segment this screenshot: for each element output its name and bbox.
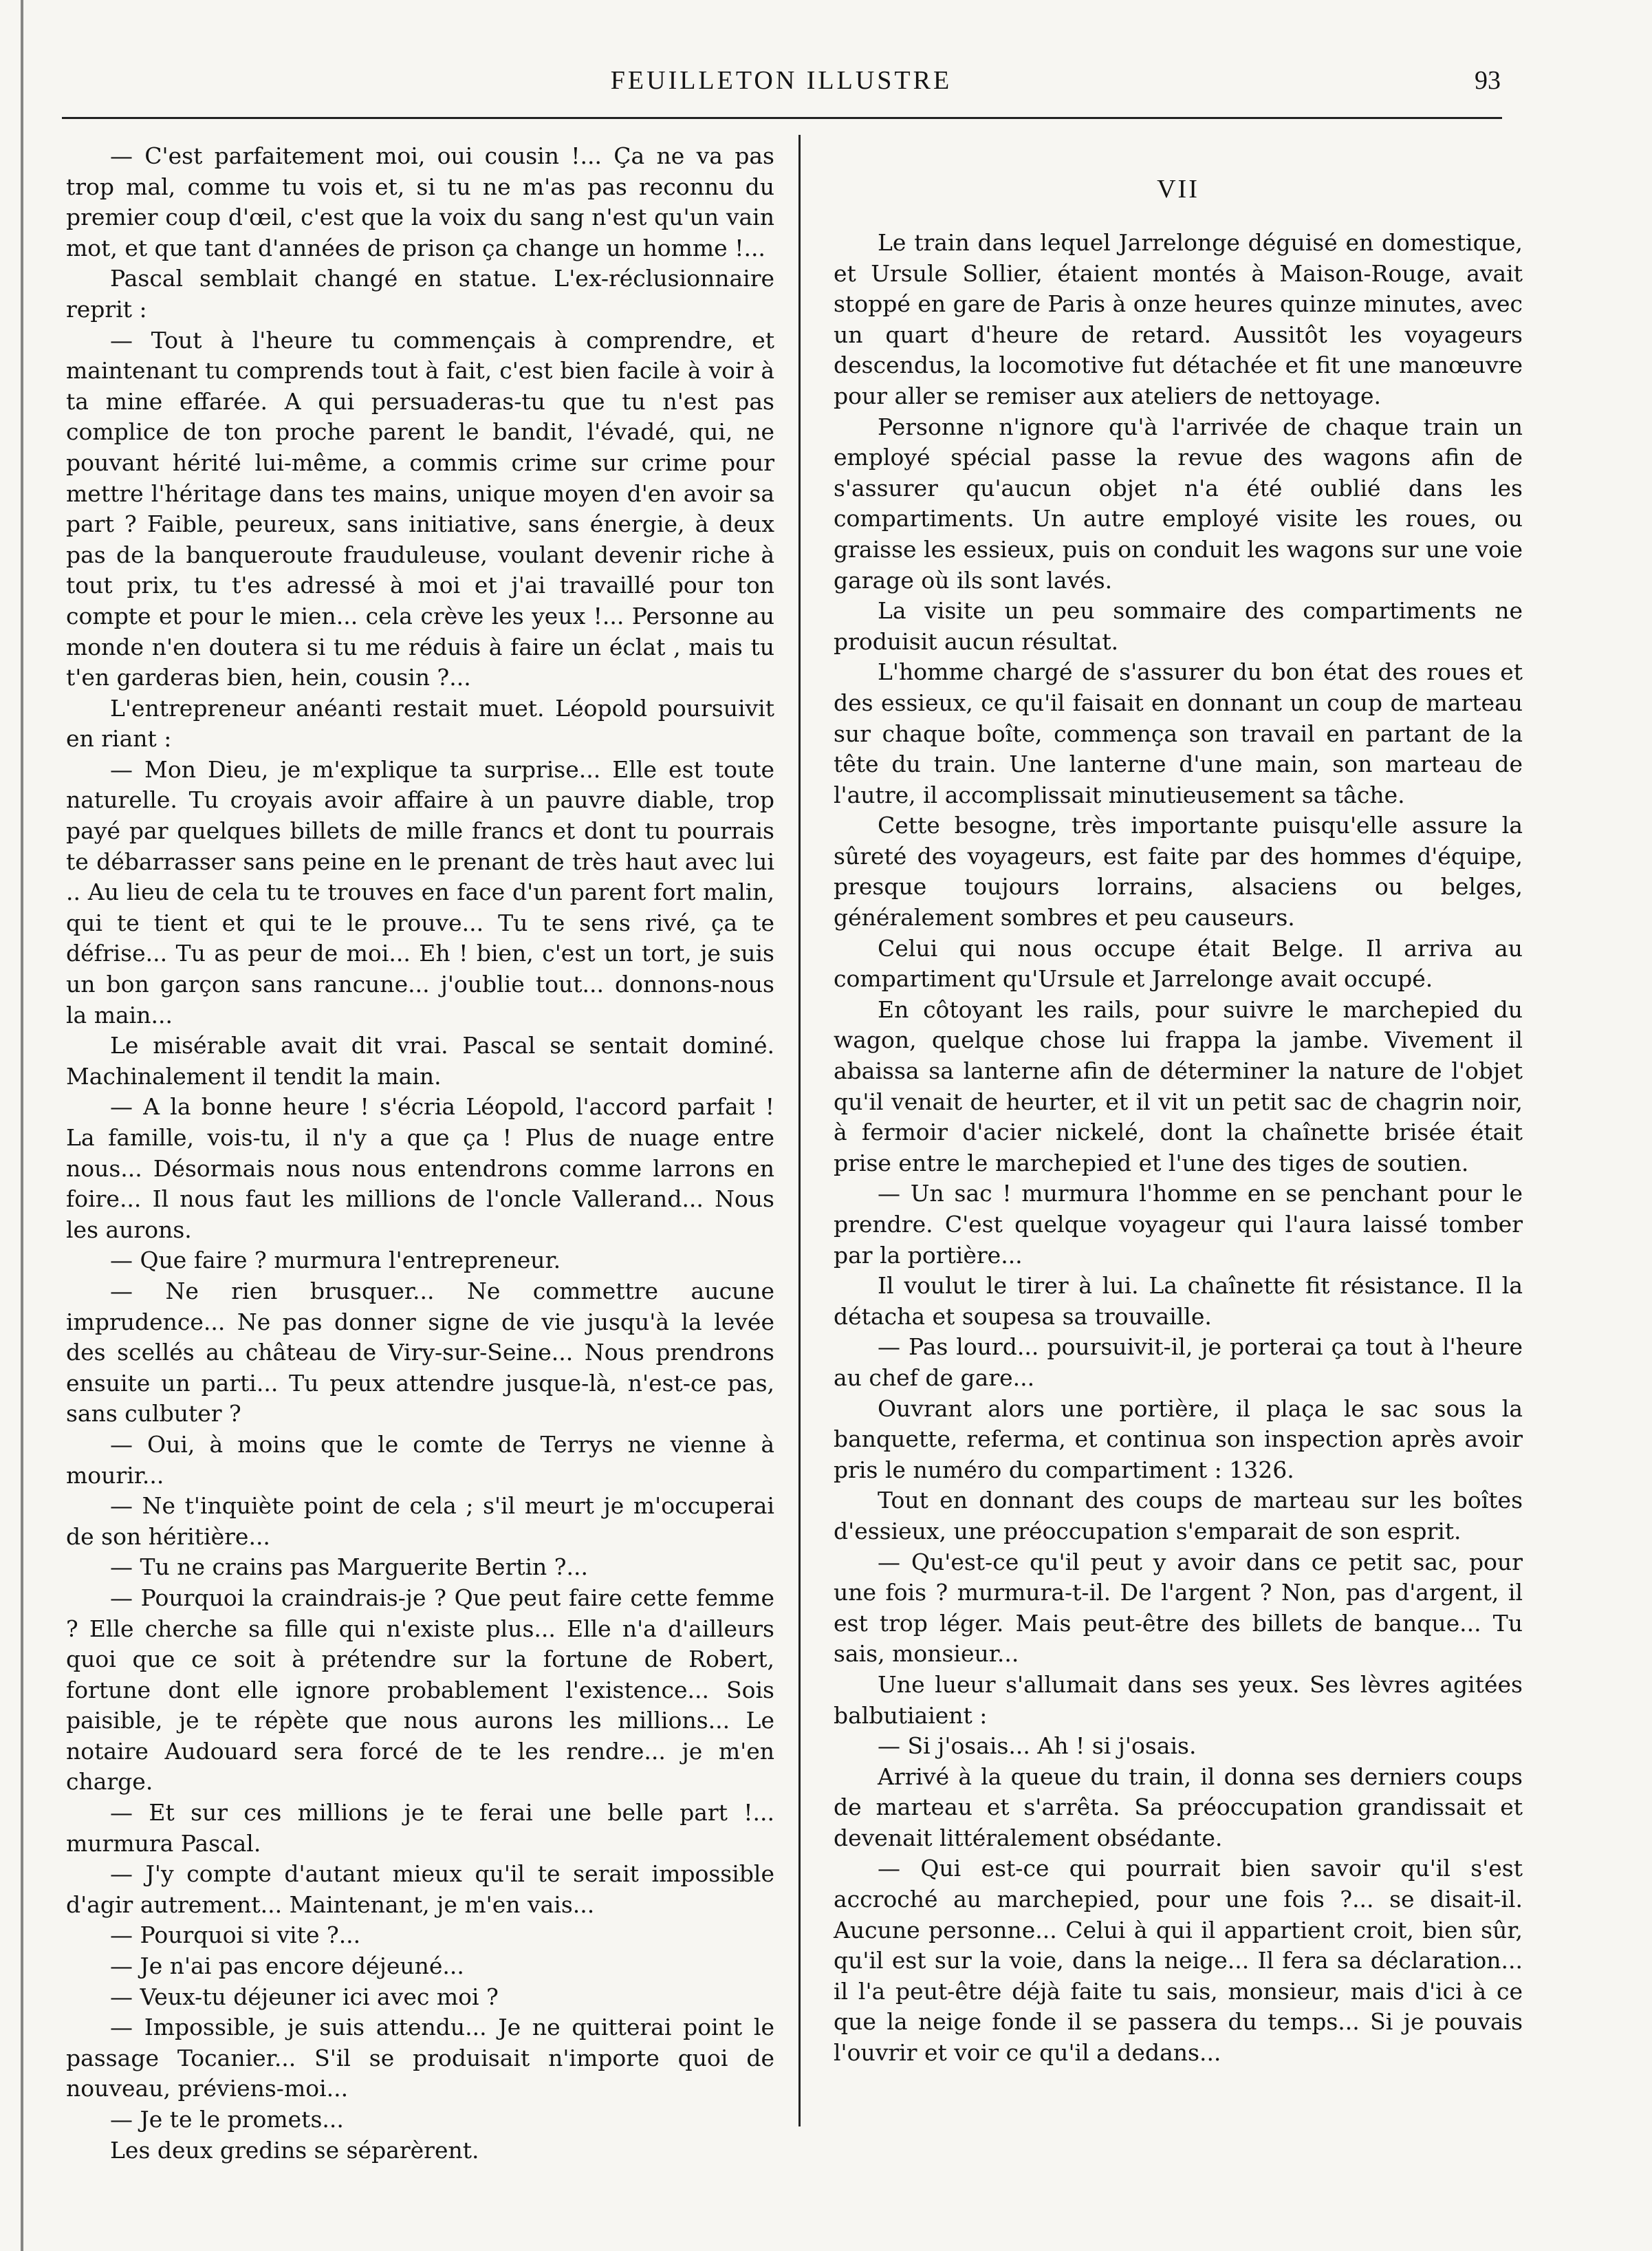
running-title: FEUILLETON ILLUSTRE bbox=[610, 66, 953, 95]
paragraph: Les deux gredins se séparèrent. bbox=[110, 2136, 479, 2164]
paragraph: — Impossible, je suis attendu... Je ne quitterai point le passage Tocanier... S'il se produisait n'importe quoi de nouveau, préviens-moi... bbox=[66, 2014, 774, 2102]
column-divider bbox=[798, 135, 801, 2126]
paragraph: — Et sur ces millions je te ferai une belle part !... murmura Pascal. bbox=[66, 1799, 774, 1857]
paragraph: — Veux-tu déjeuner ici avec moi ? bbox=[110, 1983, 499, 2010]
page-header bbox=[62, 65, 1501, 107]
paragraph: La visite un peu sommaire des compartiments ne produisit aucun résultat. bbox=[834, 597, 1523, 655]
right-column bbox=[834, 141, 1523, 2069]
right-column-text bbox=[834, 228, 1523, 2069]
paragraph: Le misérable avait dit vrai. Pascal se sentait dominé. Machinalement il tendit la main. bbox=[66, 1032, 774, 1090]
paragraph: — Qu'est-ce qu'il peut y avoir dans ce petit sac, pour une fois ? murmura-t-il. De l'argent ? Non, pas d'argent, il est trop léger. Mais peut-être des billets de banque... Tu sais, monsieur... bbox=[834, 1548, 1523, 1668]
paragraph: Celui qui nous occupe était Belge. Il arriva au compartiment qu'Ursule et Jarrelonge avait occupé. bbox=[834, 934, 1523, 993]
paragraph: — Que faire ? murmura l'entrepreneur. bbox=[110, 1247, 561, 1274]
paragraph: — Ne rien brusquer... Ne commettre aucune imprudence... Ne pas donner signe de vie jusqu'à la levée des scellés au château de Viry-sur-Seine... Nous prendrons ensuite un parti... Tu peux attendre jusque-là, n'est-ce pas, sans culbuter ? bbox=[66, 1277, 774, 1428]
page-edge-rule bbox=[21, 0, 23, 2251]
paragraph: Le train dans lequel Jarrelonge déguisé en domestique, et Ursule Sollier, étaient montés à Maison-Rouge, avait stoppé en gare de Paris à onze heures quinze minutes, avec un quart d'heure de retard. Aussitôt les voyageurs descendus, la locomotive fut détachée et fit une manœuvre pour aller se remiser aux ateliers de nettoyage. bbox=[834, 229, 1523, 409]
paragraph: Ouvrant alors une portière, il plaça le sac sous la banquette, referma, et continua son inspection après avoir pris le numéro du compartiment : 1326. bbox=[834, 1394, 1523, 1483]
paragraph: — Je te le promets... bbox=[110, 2106, 344, 2133]
paragraph: Personne n'ignore qu'à l'arrivée de chaque train un employé spécial passe la revue des wagons afin de s'assurer qu'aucun objet n'a été oublié dans les compartiments. Un autre employé visite les roues, ou graisse les essieux, puis on conduit les wagons sur une voie garage où ils sont lavés. bbox=[834, 413, 1523, 594]
paragraph: — Je n'ai pas encore déjeuné... bbox=[110, 1952, 464, 1980]
paragraph: Il voulut le tirer à lui. La chaînette fit résistance. Il la détacha et soupesa sa trouvaille. bbox=[834, 1272, 1523, 1330]
paragraph: — A la bonne heure ! s'écria Léopold, l'accord parfait ! La famille, vois-tu, il n'y a que ça ! Plus de nuage entre nous... Désormais nous nous entendrons comme larrons en foire... Il nous faut les millions de l'oncle Vallerand... Nous les aurons. bbox=[66, 1093, 774, 1243]
paragraph: — Oui, à moins que le comte de Terrys ne vienne à mourir... bbox=[66, 1430, 774, 1489]
paragraph: — Qui est-ce qui pourrait bien savoir qu'il s'est accroché au marchepied, pour une fois ?... se disait-il. Aucune personne... Celui à qui il appartient croit, bien sûr, qu'il est sur la voie, dans la neige... Il fera sa déclaration... il l'a peut-être déjà faite tu sais, monsieur, mais d'ici à ce que la neige fonde il se passera du temps... Si je pouvais l'ouvrir et voir ce qu'il a dedans... bbox=[834, 1855, 1523, 2067]
paragraph: — Pas lourd... poursuivit-il, je porterai ça tout à l'heure au chef de gare... bbox=[834, 1333, 1523, 1391]
paragraph: — J'y compte d'autant mieux qu'il te serait impossible d'agir autrement... Maintenant, je m'en vais... bbox=[66, 1860, 774, 1918]
chapter-heading: VII bbox=[1157, 175, 1199, 204]
paragraph: — Tu ne crains pas Marguerite Bertin ?... bbox=[110, 1553, 588, 1581]
paragraph: L'entrepreneur anéanti restait muet. Léopold poursuivit en riant : bbox=[66, 694, 774, 753]
paragraph: — Tout à l'heure tu commençais à comprendre, et maintenant tu comprends tout à fait, c'est bien facile à voir à ta mine effarée. A qui persuaderas-tu que tu n'est pas complice de ton proche parent le bandit, l'évadé, qui, ne pouvant hérité lui-même, a commis crime sur crime pour mettre l'héritage dans tes mains, unique moyen d'en avoir sa part ? Faible, peureux, sans initiative, sans énergie, à deux pas de la banqueroute frauduleuse, voulant devenir riche à tout prix, tu t'es adressé à moi et j'ai travaillé pour ton compte et pour le mien... cela crève les yeux !... Personne au monde n'en doutera si tu me réduis à faire un éclat , mais tu t'en garderas bien, hein, cousin ?... bbox=[66, 326, 774, 691]
paragraph: Tout en donnant des coups de marteau sur les boîtes d'essieux, une préoccupation s'emparait de son esprit. bbox=[834, 1487, 1523, 1544]
paragraph: — Pourquoi si vite ?... bbox=[110, 1921, 361, 1949]
paragraph: — Ne t'inquiète point de cela ; s'il meurt je m'occuperai de son héritière... bbox=[66, 1492, 774, 1550]
page-number: 93 bbox=[1475, 66, 1501, 95]
paragraph: Cette besogne, très importante puisqu'elle assure la sûreté des voyageurs, est faite par des hommes d'équipe, presque toujours lorrains, alsaciens ou belges, généralement sombres et peu causeurs. bbox=[834, 812, 1523, 931]
paragraph: Pascal semblait changé en statue. L'ex-réclusionnaire reprit : bbox=[66, 265, 774, 323]
paragraph: En côtoyant les rails, pour suivre le marchepied du wagon, quelque chose lui frappa la jambe. Vivement il abaissa sa lanterne afin de déterminer la nature de l'objet qu'il venait de heurter, et il vit un petit sac de chagrin noir, à fermoir d'acier nickelé, dont la chaînette brisée était prise entre le marchepied et l'une des tiges de soutien. bbox=[834, 995, 1523, 1176]
paragraph: Arrivé à la queue du train, il donna ses derniers coups de marteau et s'arrêta. Sa préoccupation grandissait et devenait littéralement obsédante. bbox=[834, 1763, 1523, 1851]
paragraph: — Pourquoi la craindrais-je ? Que peut faire cette femme ? Elle cherche sa fille qui n'existe plus... Elle n'a d'ailleurs quoi que ce soit à prétendre sur la fortune de Robert, fortune dont elle ignore probablement l'existence... Sois paisible, je te répète que nous aurons les millions... Le notaire Audouard sera forcé de te les rendre... je m'en charge. bbox=[66, 1584, 774, 1796]
paragraph: — Un sac ! murmura l'homme en se penchant pour le prendre. C'est quelque voyageur qui l'aura laissé tomber par la portière... bbox=[834, 1180, 1523, 1269]
left-column bbox=[66, 141, 774, 2166]
paragraph: — C'est parfaitement moi, oui cousin !... Ça ne va pas trop mal, comme tu vois et, si tu ne m'as pas reconnu du premier coup d'œil, c'est que la voix du sang n'est qu'un vain mot, et que tant d'années de prison ça change un homme !... bbox=[66, 142, 774, 261]
header-rule bbox=[62, 117, 1502, 119]
paragraph: Une lueur s'allumait dans ses yeux. Ses lèvres agitées balbutiaient : bbox=[834, 1670, 1523, 1729]
paragraph: — Mon Dieu, je m'explique ta surprise... Elle est toute naturelle. Tu croyais avoir affaire à un pauvre diable, trop payé par quelques billets de mille francs et dont tu pourrais te débarrasser sans peine en le prenant de très haut avec lui .. Au lieu de cela tu te trouves en face d'un parent fort malin, qui te tient et qui te le prouve... Tu te sens rivé, ça te défrise... Tu as peur de moi... Eh ! bien, c'est un tort, je suis un bon garçon sans rancune... j'oublie tout... donnons-nous la main... bbox=[66, 755, 774, 1028]
paragraph: — Si j'osais... Ah ! si j'osais. bbox=[878, 1732, 1197, 1760]
paragraph: L'homme chargé de s'assurer du bon état des roues et des essieux, ce qu'il faisait en donnant un coup de marteau sur chaque boîte, commença son travail en partant de la tête du train. Une lanterne d'une main, son marteau de l'autre, il accomplissait minutieusement sa tâche. bbox=[834, 658, 1523, 808]
